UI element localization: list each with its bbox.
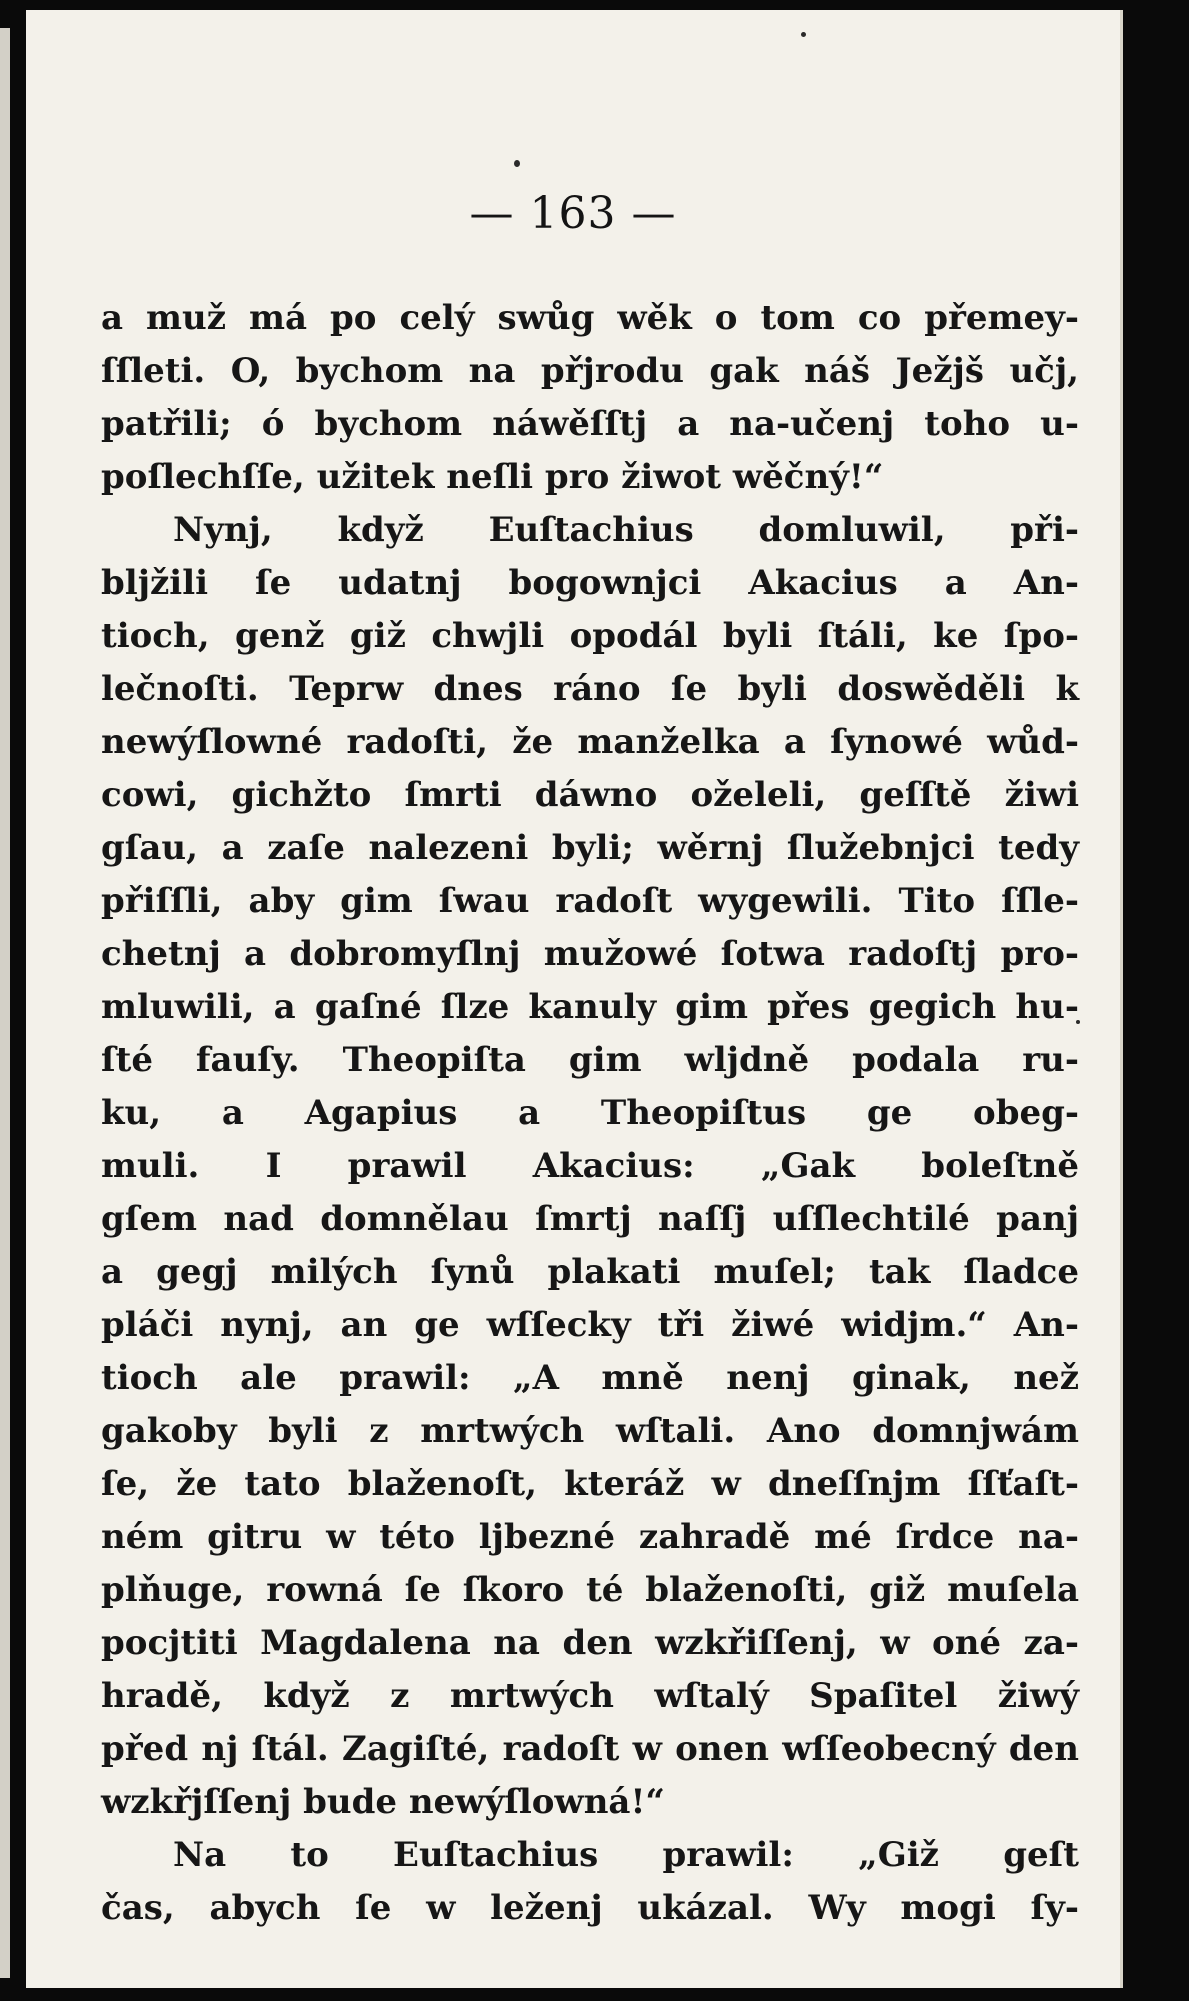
text-line: a gegj milých ſynů plakati muſel; tak ſladce [101,1252,1079,1292]
text-line: muli. I prawil Akacius: „Gak boleſtně [101,1146,1079,1186]
text-line: Nynj, když Euſtachius domluwil, při- [173,510,1079,550]
ink-speck [514,160,520,167]
text-line: mluwili, a gaſné ſlze kanuly gim přes gegich hu- [101,987,1079,1027]
text-line: chetnj a dobromyſlnj mužowé ſotwa radoſtj pro- [101,934,1079,974]
text-line: pocjtiti Magdalena na den wzkřiſſenj, w oné za- [101,1623,1079,1663]
text-line: a muž má po celý swůg wěk o tom co přemey- [101,298,1079,338]
text-line: bljžili ſe udatnj bogownjci Akacius a An- [101,563,1079,603]
text-line: tioch, genž giž chwjli opodál byli ſtáli, ke ſpo- [101,616,1079,656]
text-line: plňuge, rowná ſe ſkoro té blaženoſti, giž muſela [101,1570,1079,1610]
text-line: ku, a Agapius a Theopiſtus ge obeg- [101,1093,1079,1133]
text-line: tioch ale prawil: „A mně nenj ginak, než [101,1358,1079,1398]
text-line: přiſſli, aby gim ſwau radoſt wygewili. Tito ſſle- [101,881,1079,921]
ink-speck [801,32,806,37]
text-line: ſté fauſy. Theopiſta gim wljdně podala ru- [101,1040,1079,1080]
text-line: hradě, když z mrtwých wſtalý Spaſitel žiwý [101,1676,1079,1716]
page-number: — 163 — [469,188,677,239]
adjacent-page-edge [0,28,10,1978]
text-line: ſe, že tato blaženoſt, kteráž w dneſſnjm ſſťaſt- [101,1464,1079,1504]
text-line: wzkřjſſenj bude newýſlowná!“ [101,1782,665,1822]
text-line: gſau, a zaſe nalezeni byli; wěrnj ſlužebnjci tedy [101,828,1079,868]
text-line: pláči nynj, an ge wſſecky tři žiwé widjm.“ An- [101,1305,1079,1345]
page-body-text [101,292,1079,1935]
text-line: ném gitru w této ljbezné zahradě mé ſrdce na- [101,1517,1079,1557]
text-line: ſſleti. O, bychom na přjrodu gak náš Ježjš učj, [101,351,1079,391]
text-line: poſlechſſe, užitek neſli pro žiwot wěčný!“ [101,457,884,497]
text-line: gſem nad domnělau ſmrtj naſſj uſſlechtilé panj [101,1199,1079,1239]
text-line: Na to Euſtachius prawil: „Giž geſt [173,1835,1079,1875]
text-line: gakoby byli z mrtwých wſtali. Ano domnjwám [101,1411,1079,1451]
text-line: před nj ſtál. Zagiſté, radoſt w onen wſſeobecný den [101,1729,1079,1769]
text-line: lečnoſti. Teprw dnes ráno ſe byli doswěděli k [101,669,1079,709]
text-line: cowi, gichžto ſmrti dáwno oželeli, geſſtě žiwi [101,775,1079,815]
text-line: čas, abych ſe w leženj ukázal. Wy mogi ſy- [101,1888,1079,1928]
book-page [26,10,1123,1988]
text-line: newýſlowné radoſti, že manželka a ſynowé wůd- [101,722,1079,762]
text-line: patřili; ó bychom náwěſſtj a na-učenj toho u- [101,404,1079,444]
